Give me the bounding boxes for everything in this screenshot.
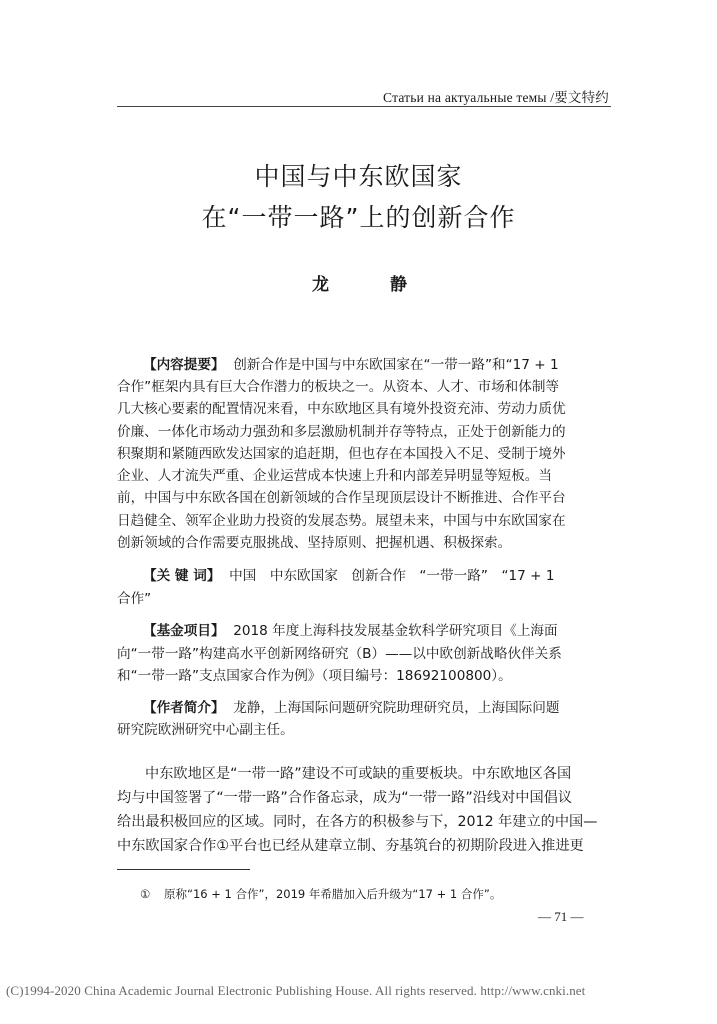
funding-line: 和“一带一路”支点国家合作为例》（项目编号：18692100800）。 xyxy=(117,668,512,684)
keywords-line xyxy=(143,565,601,587)
body-paragraph-line: 给出最积极回应的区域。同时，在各方的积极参与下，2012 年建立的中国— xyxy=(117,814,598,830)
footnote-rule xyxy=(117,869,250,870)
author-bio-line: 研究院欧洲研究中心副主任。 xyxy=(117,722,294,738)
copyright-notice: (C)1994-2020 China Academic Journal Electronic Publishing House. All rights reserved. http://www.cnki.net xyxy=(6,983,586,998)
author-bio-text: 龙静，上海国际问题研究院助理研究员，上海国际问题 xyxy=(233,700,560,716)
author-bio-label: 【作者简介】 xyxy=(143,700,225,716)
abstract-line: 企业、人才流失严重、企业运营成本快速上升和内部差异明显等短板。当 xyxy=(117,468,552,484)
author-bio-line xyxy=(143,697,601,719)
abstract-line: 价廉、一体化市场动力强劲和多层激励机制并存等特点，正处于创新能力的 xyxy=(117,424,566,440)
funding-line: 向“一带一路”构建高水平创新网络研究（B）——以中欧创新战略伙伴关系 xyxy=(117,646,562,662)
header-rule xyxy=(117,106,611,107)
abstract-text: 创新合作是中国与中东欧国家在“一带一路”和“17 + 1 xyxy=(233,357,559,373)
funding-label: 【基金项目】 xyxy=(143,623,225,639)
keywords-label: 【关 键 词】 xyxy=(143,568,221,584)
footnote-mark: ① xyxy=(140,887,151,901)
page-number: — 71 — xyxy=(538,909,584,924)
author-name: 龙 静 xyxy=(312,275,429,295)
article-title-line-1: 中国与中东欧国家 xyxy=(254,162,463,191)
footnote xyxy=(140,886,610,902)
abstract-line: 创新领域的合作需要克服挑战、坚持原则、把握机遇、积极探索。 xyxy=(117,535,512,551)
keywords-line: 合作” xyxy=(117,591,152,607)
abstract-line: 前，中国与中东欧各国在创新领域的合作呈现顶层设计不断推进、合作平台 xyxy=(117,490,566,506)
body-paragraph-line: 中东欧国家合作①平台也已经从建章立制、夯基筑台的初期阶段进入推进更 xyxy=(117,838,584,854)
abstract-line: 合作”框架内具有巨大合作潜力的板块之一。从资本、人才、市场和体制等 xyxy=(117,379,560,395)
body-paragraph-line: 中东欧地区是“一带一路”建设不可或缺的重要板块。中东欧地区各国 xyxy=(145,766,572,782)
funding-line xyxy=(143,620,601,642)
abstract-label: 【内容提要】 xyxy=(143,357,225,373)
keywords-text: 中国 中东欧国家 创新合作 “一带一路” “17 + 1 xyxy=(229,568,555,584)
abstract-line: 日趋健全、领军企业助力投资的发展态势。展望未来，中国与中东欧国家在 xyxy=(117,513,566,529)
abstract-line: 几大核心要素的配置情况来看，中东欧地区具有境外投资充沛、劳动力质优 xyxy=(117,401,566,417)
abstract-line: 积聚期和紧随西欧发达国家的追赶期，但也存在本国投入不足、受制于境外 xyxy=(117,446,566,462)
running-head: Статьи на актуальные темы /要文特约 xyxy=(383,90,609,105)
article-title-line-2: 在“一带一路”上的创新合作 xyxy=(201,203,516,232)
body-paragraph-line: 均与中国签署了“一带一路”合作备忘录，成为“一带一路”沿线对中国倡议 xyxy=(117,790,573,806)
funding-text: 2018 年度上海科技发展基金软科学研究项目《上海面 xyxy=(233,623,558,639)
abstract-line xyxy=(143,354,601,376)
footnote-text: 原称“16 + 1 合作”，2019 年希腊加入后升级为“17 + 1 合作”。 xyxy=(164,887,502,901)
